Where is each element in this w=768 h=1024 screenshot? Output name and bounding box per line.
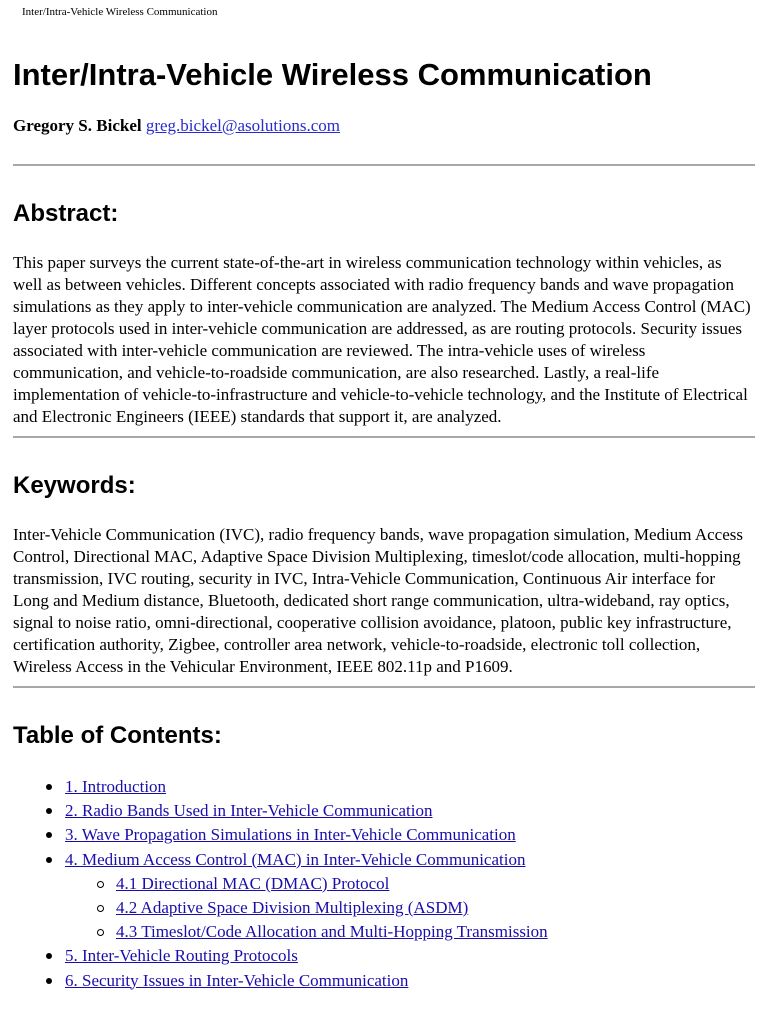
toc-subitem (13, 896, 755, 920)
toc-item (13, 848, 755, 872)
toc-link-timeslot[interactable]: 4.3 Timeslot/Code Allocation and Multi-Hopping Transmission (116, 922, 548, 942)
toc-link-dmac[interactable]: 4.1 Directional MAC (DMAC) Protocol (116, 873, 390, 893)
toc-link-routing[interactable]: 5. Inter-Vehicle Routing Protocols (65, 946, 298, 966)
abstract-heading: Abstract: (13, 200, 119, 227)
toc-heading: Table of Contents: (13, 722, 222, 749)
toc-link-radio-bands[interactable]: 2. Radio Bands Used in Inter-Vehicle Communication (65, 801, 433, 821)
toc-link-security[interactable]: 6. Security Issues in Inter-Vehicle Communication (65, 970, 409, 990)
toc-link-asdm[interactable]: 4.2 Adaptive Space Division Multiplexing (ASDM) (116, 898, 469, 918)
toc-item (13, 775, 755, 799)
author-line (13, 115, 755, 137)
keywords-text: Inter-Vehicle Communication (IVC), radio frequency bands, wave propagation simulation, Medium Access Control, Directional MAC, Adaptive Space Division Multiplexing, timeslot/code allocation, multi-hopping transmission, IVC routing, security in IVC, Intra-Vehicle Communication, Continuous Air interface for Long and Medium distance, Bluetooth, dedicated short range communication, ultra-wideband, ray optics, signal to noise ratio, omni-directional, cooperative collision avoidance, platoon, public key infrastructure, certification authority, Zigbee, controller area network, vehicle-to-roadside, electronic toll collection, Wireless Access in the Vehicular Environment, IEEE 802.11p and P1609. (13, 525, 743, 676)
page-title: Inter/Intra-Vehicle Wireless Communication (13, 57, 652, 92)
toc-list (13, 775, 755, 993)
toc-link-introduction[interactable]: 1. Introduction (65, 777, 167, 796)
divider (13, 686, 755, 688)
abstract-text: This paper surveys the current state-of-the-art in wireless communication technology within vehicles, as well as between vehicles. Different concepts associated with radio frequency bands and wave propagation simulations as they apply to inter-vehicle communication are analyzed. The Medium Access Control (MAC) layer protocols used in inter-vehicle communication are addressed, as are routing protocols. Security issues associated with inter-vehicle communication are reviewed. The intra-vehicle uses of wireless communication, and vehicle-to-roadside communication, are also researched. Lastly, a real-life implementation of vehicle-to-infrastructure and vehicle-to-vehicle technology, and the Institute of Electrical and Electronic Engineers (IEEE) standards that support it, are analyzed. (13, 253, 751, 426)
divider (13, 164, 755, 166)
author-name: Gregory S. Bickel (13, 116, 142, 135)
running-header: Inter/Intra-Vehicle Wireless Communication (22, 6, 218, 18)
toc-link-mac[interactable]: 4. Medium Access Control (MAC) in Inter-Vehicle Communication (65, 849, 526, 869)
author-email-link[interactable]: greg.bickel@asolutions.com (145, 116, 340, 135)
toc-item (13, 823, 755, 847)
toc-item (13, 969, 755, 993)
toc-item (13, 799, 755, 823)
divider (13, 436, 755, 438)
toc-link-wave-propagation[interactable]: 3. Wave Propagation Simulations in Inter-Vehicle Communication (65, 825, 516, 845)
toc-subitem (13, 872, 755, 896)
document-body (13, 52, 755, 993)
toc-item (13, 944, 755, 968)
keywords-heading: Keywords: (13, 472, 136, 499)
toc-subitem (13, 920, 755, 944)
